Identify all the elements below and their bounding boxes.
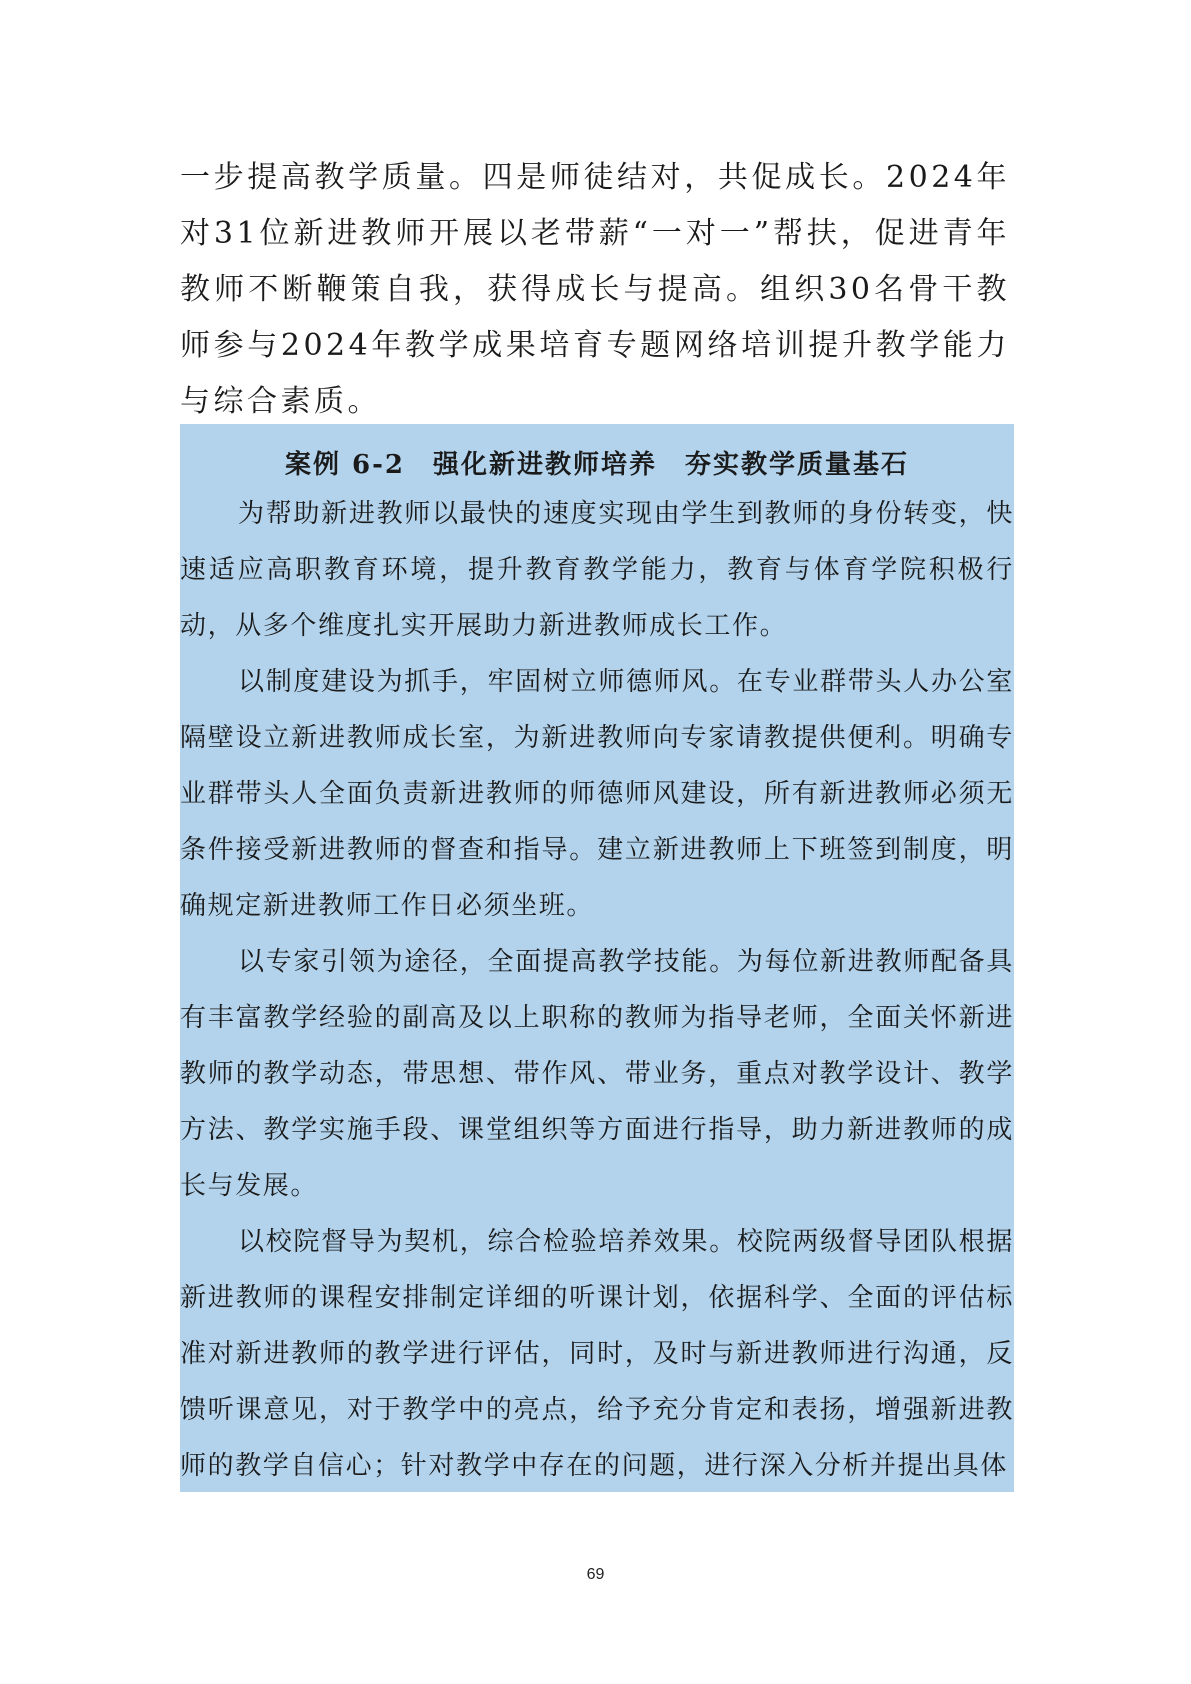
case-study-box [180,424,1014,1492]
case-title [180,444,1014,486]
case-title-part1: 强化新进教师培养 [433,450,658,480]
case-title-part2: 夯实教学质量基石 [685,450,910,480]
case-paragraph: 以专家引领为途径，全面提高教学技能。为每位新进教师配备具有丰富教学经验的副高及以上职称的教师为指导老师，全面关怀新进教师的教学动态，带思想、带作风、带业务，重点对教学设计、教学方法、教学实施手段、课堂组织等方面进行指导，助力新进教师的成长与发展。 [180,947,1014,1201]
case-paragraph: 以制度建设为抓手，牢固树立师德师风。在专业群带头人办公室隔壁设立新进教师成长室，为新进教师向专家请教提供便利。明确专业群带头人全面负责新进教师的师德师风建设，所有新进教师必须无条件接受新进教师的督查和指导。建立新进教师上下班签到制度，明确规定新进教师工作日必须坐班。 [180,667,1014,921]
case-paragraph: 为帮助新进教师以最快的速度实现由学生到教师的身份转变，快速适应高职教育环境，提升教育教学能力，教育与体育学院积极行动，从多个维度扎实开展助力新进教师成长工作。 [180,499,1014,641]
intro-paragraph: 一步提高教学质量。四是师徒结对，共促成长。2024年对31位新进教师开展以老带薪“一对一”帮扶，促进青年教师不断鞭策自我，获得成长与提高。组织30名骨干教师参与2024年教学成果培育专题网络培训提升教学能力与综合素质。 [180,160,1010,419]
page-number: 69 [586,1566,605,1583]
case-label: 案例 6-2 [284,450,405,480]
case-paragraph: 以校院督导为契机，综合检验培养效果。校院两级督导团队根据新进教师的课程安排制定详细的听课计划，依据科学、全面的评估标准对新进教师的教学进行评估，同时，及时与新进教师进行沟通，反馈听课意见，对于教学中的亮点，给予充分肯定和表扬，增强新进教师的教学自信心；针对教学中存在的问题，进行深入分析并提出具体 [180,1227,1014,1481]
